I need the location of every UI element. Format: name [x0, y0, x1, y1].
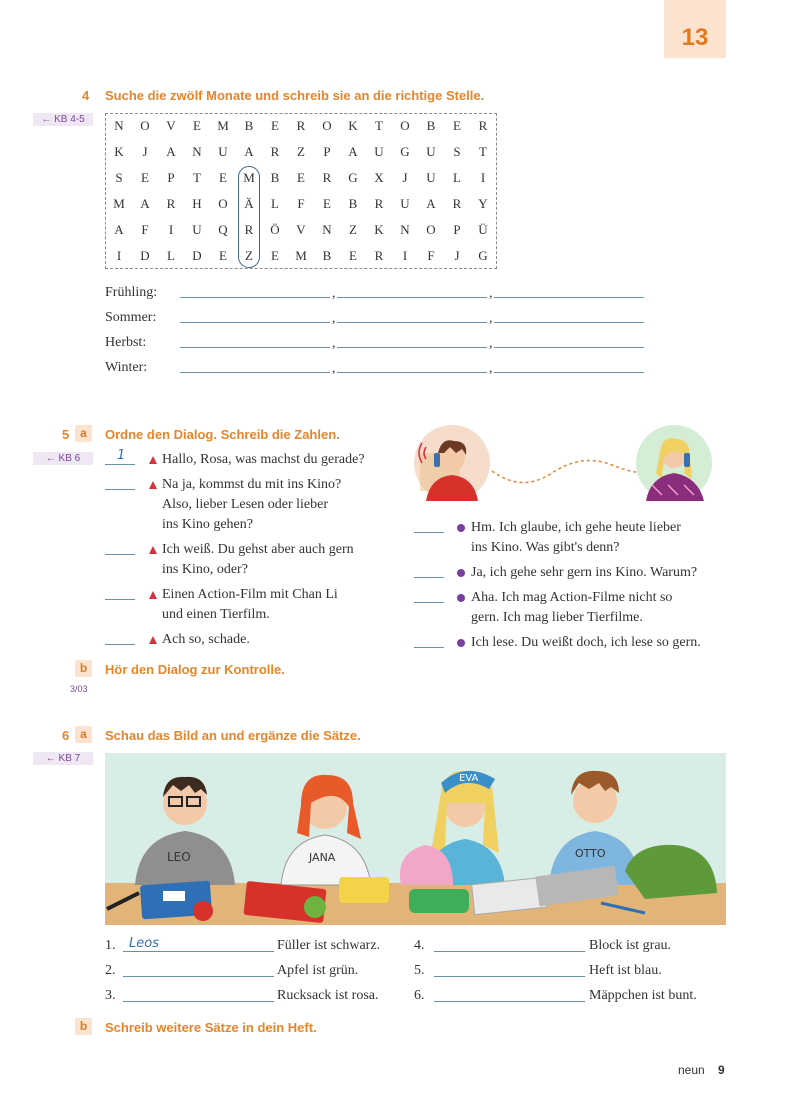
grid-cell[interactable]: F	[141, 222, 149, 237]
sentence-answer-line[interactable]	[434, 1001, 585, 1002]
cap-label-eva: EVA	[459, 773, 479, 784]
grid-cell[interactable]: X	[374, 170, 384, 185]
grid-cell[interactable]: U	[400, 196, 410, 211]
answer-blank-rosa-2[interactable]	[105, 489, 135, 490]
grid-cell[interactable]: S	[115, 170, 123, 185]
grid-cell[interactable]: E	[219, 170, 227, 185]
sentence-number: 2.	[105, 963, 116, 978]
grid-cell[interactable]: E	[349, 248, 357, 263]
sentence-number: 4.	[414, 938, 425, 953]
grid-cell[interactable]: O	[322, 118, 332, 133]
grid-cell[interactable]: Z	[245, 248, 253, 263]
grid-cell[interactable]: P	[453, 222, 461, 237]
chapter-tab: 13	[664, 0, 726, 58]
exercise-6a-label: a	[75, 726, 92, 743]
grid-cell[interactable]: K	[348, 118, 358, 133]
speaker-dot-icon	[457, 639, 465, 647]
grid-cell[interactable]: E	[141, 170, 149, 185]
grid-cell[interactable]: R	[452, 196, 462, 211]
exercise-4-number: 4	[82, 88, 90, 103]
sentence-number: 3.	[105, 988, 116, 1003]
grid-cell[interactable]: U	[192, 222, 202, 237]
sentence-answer-line[interactable]	[434, 951, 585, 952]
grid-cell[interactable]: U	[374, 144, 384, 159]
rosa-line-1: Hallo, Rosa, was machst du gerade?	[162, 452, 365, 467]
marz-circle	[238, 166, 260, 268]
grid-cell[interactable]: P	[323, 144, 331, 159]
comma: ,	[489, 311, 493, 326]
month-answer-line[interactable]	[337, 297, 487, 298]
exercise-5-number: 5	[62, 427, 70, 442]
grid-cell[interactable]: E	[323, 196, 331, 211]
grid-cell[interactable]: O	[140, 118, 150, 133]
season-label: Herbst:	[105, 335, 147, 350]
grid-cell[interactable]: Z	[349, 222, 357, 237]
word-search-grid	[105, 113, 497, 269]
grid-cell[interactable]: G	[348, 170, 358, 185]
comma: ,	[332, 286, 336, 301]
grid-cell[interactable]: E	[219, 248, 227, 263]
grid-cell[interactable]: T	[375, 118, 383, 133]
month-answer-line[interactable]	[494, 322, 644, 323]
grid-cell[interactable]: E	[453, 118, 461, 133]
grid-cell[interactable]: K	[114, 144, 124, 159]
grid-cell[interactable]: A	[140, 196, 150, 211]
sample-answer-1: 1	[117, 448, 126, 463]
grid-row	[106, 243, 498, 269]
grid-cell[interactable]: I	[116, 248, 122, 263]
grid-cell[interactable]: O	[218, 196, 228, 211]
grid-cell[interactable]: G	[478, 248, 488, 263]
grid-cell[interactable]: E	[297, 170, 305, 185]
grid-cell[interactable]: R	[166, 196, 176, 211]
month-answer-line[interactable]	[494, 347, 644, 348]
grid-cell[interactable]: Q	[218, 222, 228, 237]
grid-cell[interactable]: F	[297, 196, 305, 211]
other-line-3: Aha. Ich mag Action-Filme nicht so gern. Ich mag lieber Tierfilme.	[471, 590, 673, 625]
month-answer-line[interactable]	[337, 347, 487, 348]
exercise-6b-title: Schreib weitere Sätze in dein Heft.	[105, 1020, 317, 1035]
exercise-5a-title: Ordne den Dialog. Schreib die Zahlen.	[105, 427, 340, 442]
grid-cell[interactable]: R	[374, 248, 384, 263]
grid-cell[interactable]: B	[244, 118, 254, 133]
season-label: Frühling:	[105, 285, 158, 300]
sentence-text: Heft ist blau.	[589, 963, 662, 978]
grid-cell[interactable]: L	[453, 170, 461, 185]
grid-cell[interactable]: T	[479, 144, 487, 159]
grid-cell[interactable]: A	[114, 222, 124, 237]
speaker-dot-icon	[457, 569, 465, 577]
sentence-answer-line[interactable]	[434, 976, 585, 977]
sentence-text: Apfel ist grün.	[277, 963, 359, 978]
exercise-6a-title: Schau das Bild an und ergänze die Sätze.	[105, 728, 361, 743]
grid-cell[interactable]: L	[167, 248, 175, 263]
answer-blank-rosa-4[interactable]	[105, 599, 135, 600]
grid-cell[interactable]: J	[142, 144, 148, 159]
grid-cell[interactable]: N	[322, 222, 332, 237]
shirt-label-otto: OTTO	[575, 847, 606, 860]
grid-cell[interactable]: U	[426, 144, 436, 159]
speaker-triangle-icon	[149, 636, 157, 644]
speaker-triangle-icon	[149, 456, 157, 464]
speaker-dot-icon	[457, 524, 465, 532]
shirt-label-jana: JANA	[309, 851, 336, 864]
kb-reference-6[interactable]: ← KB 6	[33, 452, 93, 465]
month-answer-line[interactable]	[494, 297, 644, 298]
grid-cell[interactable]: R	[296, 118, 306, 133]
grid-cell[interactable]: I	[402, 248, 408, 263]
grid-cell[interactable]: E	[193, 118, 201, 133]
sentence-text: Mäppchen ist bunt.	[589, 988, 697, 1003]
grid-cell[interactable]: L	[271, 196, 279, 211]
audio-track[interactable]: 3/03	[70, 684, 88, 694]
grid-cell[interactable]: P	[167, 170, 175, 185]
grid-cell[interactable]: A	[166, 144, 176, 159]
speaker-dot-icon	[457, 594, 465, 602]
grid-cell[interactable]: R	[244, 222, 254, 237]
answer-blank-rosa-1[interactable]	[105, 464, 135, 465]
grid-cell[interactable]: S	[453, 144, 461, 159]
sentence-text: Rucksack ist rosa.	[277, 988, 379, 1003]
comma: ,	[489, 286, 493, 301]
grid-cell[interactable]: D	[140, 248, 150, 263]
exercise-4-title: Suche die zwölf Monate und schreib sie an die richtige Stelle.	[105, 88, 485, 103]
grid-cell[interactable]: B	[270, 170, 280, 185]
rosa-line-2: Na ja, kommst du mit ins Kino? Also, lieber Lesen oder lieber ins Kino gehen?	[162, 477, 342, 532]
sentence-text: Block ist grau.	[589, 938, 672, 953]
sentence-number: 6.	[414, 988, 425, 1003]
grid-cell[interactable]: R	[478, 118, 488, 133]
grid-cell[interactable]: R	[270, 144, 280, 159]
grid-cell[interactable]: U	[218, 144, 228, 159]
exercise-5b-label: b	[75, 660, 92, 677]
grid-cell[interactable]: R	[374, 196, 384, 211]
speaker-triangle-icon	[149, 591, 157, 599]
grid-cell[interactable]: I	[480, 170, 486, 185]
comma: ,	[332, 336, 336, 351]
grid-cell[interactable]: D	[192, 248, 202, 263]
sentence-number: 5.	[414, 963, 425, 978]
month-answer-line[interactable]	[180, 297, 330, 298]
grid-cell[interactable]: O	[400, 118, 410, 133]
grid-cell[interactable]: B	[322, 248, 332, 263]
answer-blank-rosa-3[interactable]	[105, 554, 135, 555]
classroom-illustration	[105, 753, 726, 925]
grid-cell[interactable]: M	[243, 170, 255, 185]
exercise-6b-label: b	[75, 1018, 92, 1035]
grid-cell[interactable]: U	[426, 170, 436, 185]
month-answer-line[interactable]	[180, 322, 330, 323]
grid-cell[interactable]: A	[348, 144, 358, 159]
sentence-answer-line[interactable]	[123, 1001, 274, 1002]
sentence-answer-line[interactable]	[123, 951, 274, 952]
grid-cell[interactable]: T	[193, 170, 201, 185]
speaker-triangle-icon	[149, 481, 157, 489]
comma: ,	[332, 361, 336, 376]
speaker-triangle-icon	[149, 546, 157, 554]
other-line-1: Hm. Ich glaube, ich gehe heute lieber ins Kino. Was gibt's denn?	[471, 520, 681, 555]
grid-row	[106, 139, 498, 165]
kb-reference-7[interactable]: ← KB 7	[33, 752, 93, 765]
sample-answer: Leos	[129, 936, 159, 951]
kb-reference-4[interactable]: ← KB 4-5	[33, 113, 93, 126]
grid-cell[interactable]: N	[400, 222, 410, 237]
answer-blank-other-2[interactable]	[414, 577, 444, 578]
grid-cell[interactable]: Z	[297, 144, 305, 159]
comma: ,	[332, 311, 336, 326]
grid-cell[interactable]: V	[296, 222, 306, 237]
grid-cell[interactable]: M	[217, 118, 229, 133]
grid-cell[interactable]: I	[168, 222, 174, 237]
answer-blank-rosa-5[interactable]	[105, 644, 135, 645]
grid-cell[interactable]: A	[426, 196, 436, 211]
grid-row	[106, 191, 498, 217]
sentence-answer-line[interactable]	[123, 976, 274, 977]
comma: ,	[489, 361, 493, 376]
grid-cell[interactable]: F	[427, 248, 435, 263]
month-answer-line[interactable]	[180, 372, 330, 373]
season-label: Sommer:	[105, 310, 157, 325]
comma: ,	[489, 336, 493, 351]
grid-cell[interactable]: B	[348, 196, 358, 211]
rosa-line-4: Einen Action-Film mit Chan Li und einen Tierfilm.	[162, 587, 338, 622]
grid-cell[interactable]: Y	[478, 196, 488, 211]
grid-cell[interactable]: E	[271, 248, 279, 263]
grid-cell[interactable]: Ö	[270, 222, 280, 237]
grid-cell[interactable]: B	[426, 118, 436, 133]
month-answer-line[interactable]	[180, 347, 330, 348]
grid-cell[interactable]: J	[454, 248, 460, 263]
grid-cell[interactable]: M	[113, 196, 125, 211]
grid-cell[interactable]: V	[166, 118, 176, 133]
answer-blank-other-1[interactable]	[414, 532, 444, 533]
exercise-5b-title: Hör den Dialog zur Kontrolle.	[105, 662, 285, 677]
grid-cell[interactable]: K	[374, 222, 384, 237]
grid-cell[interactable]: R	[322, 170, 332, 185]
grid-cell[interactable]: A	[244, 144, 254, 159]
exercise-6-number: 6	[62, 728, 70, 743]
grid-cell[interactable]: Ä	[244, 196, 254, 211]
grid-cell[interactable]: J	[402, 170, 408, 185]
grid-cell[interactable]: N	[114, 118, 124, 133]
grid-cell[interactable]: E	[271, 118, 279, 133]
sentence-text: Füller ist schwarz.	[277, 938, 381, 953]
grid-cell[interactable]: Ü	[478, 222, 488, 237]
answer-blank-other-3[interactable]	[414, 602, 444, 603]
month-answer-line[interactable]	[494, 372, 644, 373]
month-answer-line[interactable]	[337, 322, 487, 323]
other-line-2: Ja, ich gehe sehr gern ins Kino. Warum?	[471, 565, 698, 580]
month-answer-line[interactable]	[337, 372, 487, 373]
rosa-line-3: Ich weiß. Du gehst aber auch gern ins Kino, oder?	[162, 542, 354, 577]
grid-cell[interactable]: M	[295, 248, 307, 263]
sentence-number: 1.	[105, 938, 116, 953]
grid-row	[106, 165, 498, 191]
grid-cell[interactable]: G	[400, 144, 410, 159]
shirt-label-leo: LEO	[167, 850, 191, 864]
season-label: Winter:	[105, 360, 148, 375]
grid-cell[interactable]: N	[192, 144, 202, 159]
grid-row	[106, 113, 498, 139]
exercise-5a-label: a	[75, 425, 92, 442]
other-line-4: Ich lese. Du weißt doch, ich lese so gern.	[471, 635, 701, 650]
page-word: neun	[678, 1063, 705, 1077]
rosa-line-5: Ach so, schade.	[162, 632, 250, 647]
page-number: 9	[718, 1063, 725, 1077]
phone-call-illustration	[412, 423, 718, 505]
answer-blank-other-4[interactable]	[414, 647, 444, 648]
grid-row	[106, 217, 498, 243]
grid-cell[interactable]: O	[426, 222, 436, 237]
grid-cell[interactable]: H	[192, 196, 202, 211]
